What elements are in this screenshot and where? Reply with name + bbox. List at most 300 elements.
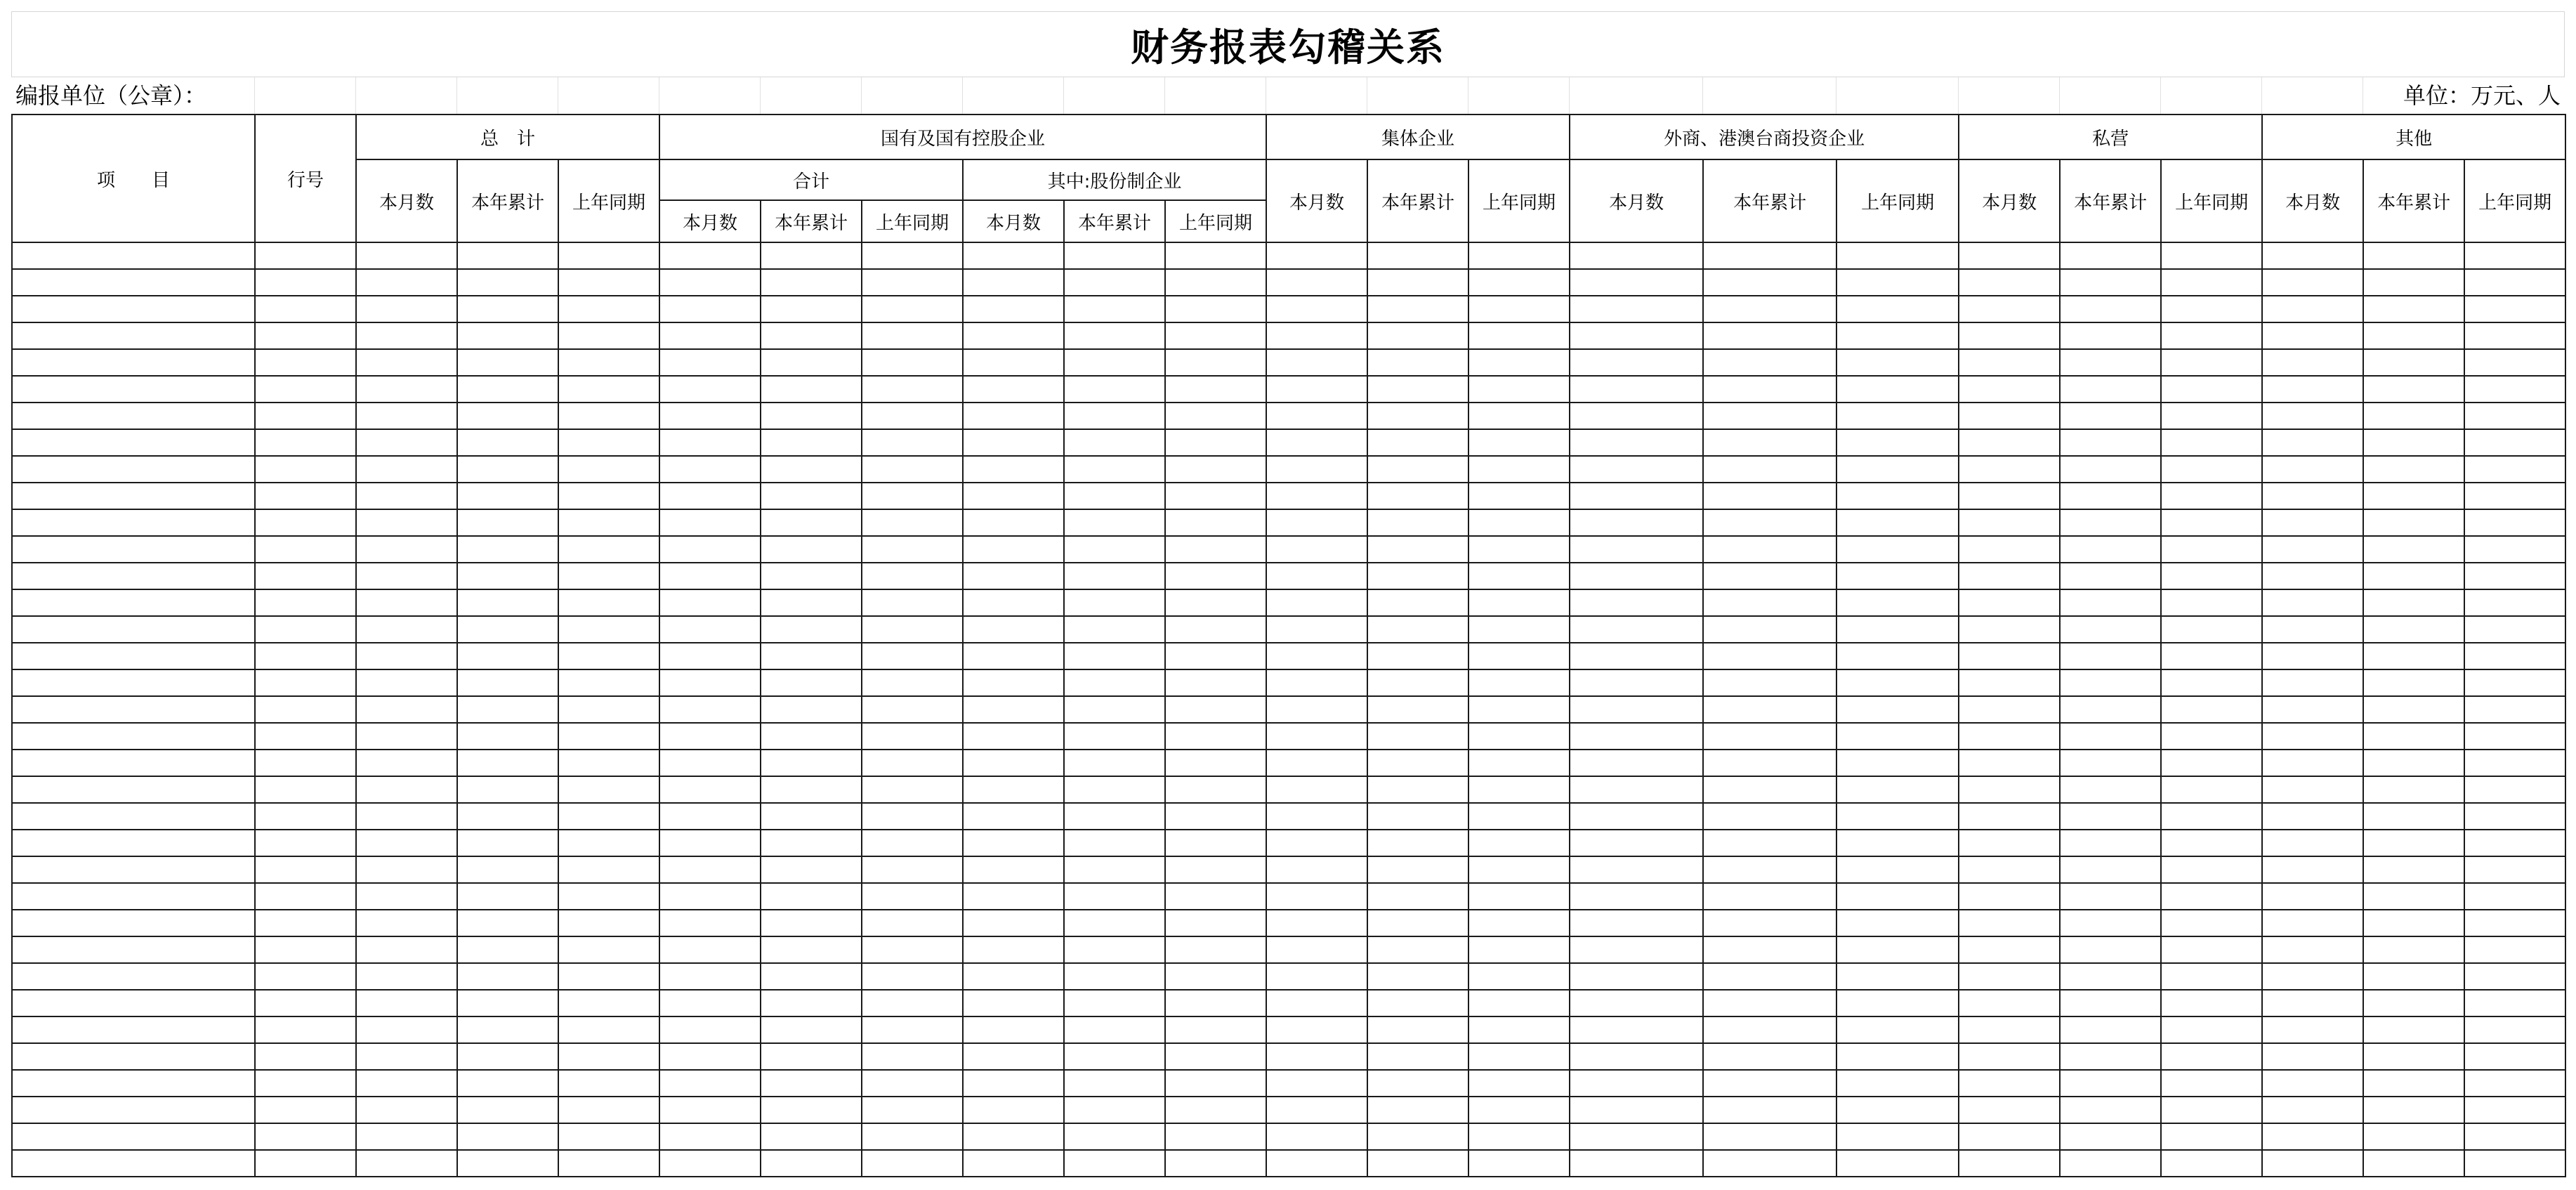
line-no-cell[interactable]: [255, 856, 356, 883]
value-cell[interactable]: [862, 830, 963, 856]
value-cell[interactable]: [1570, 296, 1703, 322]
item-cell[interactable]: [12, 643, 255, 669]
item-cell[interactable]: [12, 750, 255, 776]
value-cell[interactable]: [1570, 563, 1703, 589]
value-cell[interactable]: [2161, 509, 2262, 536]
value-cell[interactable]: [1367, 536, 1468, 563]
value-cell[interactable]: [1165, 1150, 1266, 1177]
value-cell[interactable]: [761, 296, 862, 322]
value-cell[interactable]: [1064, 1097, 1165, 1123]
value-cell[interactable]: [1367, 910, 1468, 936]
line-no-cell[interactable]: [255, 242, 356, 269]
value-cell[interactable]: [2262, 403, 2363, 429]
value-cell[interactable]: [862, 883, 963, 910]
value-cell[interactable]: [2464, 616, 2565, 643]
value-cell[interactable]: [761, 322, 862, 349]
value-cell[interactable]: [2262, 349, 2363, 376]
value-cell[interactable]: [356, 856, 457, 883]
value-cell[interactable]: [1367, 830, 1468, 856]
value-cell[interactable]: [761, 803, 862, 830]
value-cell[interactable]: [1367, 269, 1468, 296]
value-cell[interactable]: [1703, 1070, 1836, 1097]
value-cell[interactable]: [761, 376, 862, 403]
value-cell[interactable]: [356, 536, 457, 563]
line-no-cell[interactable]: [255, 269, 356, 296]
value-cell[interactable]: [862, 269, 963, 296]
value-cell[interactable]: [1959, 269, 2060, 296]
item-cell[interactable]: [12, 696, 255, 723]
value-cell[interactable]: [1266, 990, 1367, 1016]
value-cell[interactable]: [2161, 616, 2262, 643]
line-no-cell[interactable]: [255, 349, 356, 376]
value-cell[interactable]: [862, 483, 963, 509]
value-cell[interactable]: [659, 776, 761, 803]
value-cell[interactable]: [659, 589, 761, 616]
value-cell[interactable]: [1468, 269, 1570, 296]
value-cell[interactable]: [1959, 483, 2060, 509]
value-cell[interactable]: [2060, 483, 2161, 509]
value-cell[interactable]: [558, 1097, 659, 1123]
value-cell[interactable]: [659, 696, 761, 723]
value-cell[interactable]: [2363, 936, 2464, 963]
value-cell[interactable]: [862, 803, 963, 830]
value-cell[interactable]: [2060, 830, 2161, 856]
line-no-cell[interactable]: [255, 296, 356, 322]
value-cell[interactable]: [558, 349, 659, 376]
value-cell[interactable]: [457, 349, 558, 376]
value-cell[interactable]: [558, 563, 659, 589]
value-cell[interactable]: [457, 750, 558, 776]
value-cell[interactable]: [761, 429, 862, 456]
value-cell[interactable]: [1367, 1016, 1468, 1043]
value-cell[interactable]: [1165, 536, 1266, 563]
value-cell[interactable]: [963, 936, 1064, 963]
value-cell[interactable]: [356, 803, 457, 830]
value-cell[interactable]: [1959, 750, 2060, 776]
value-cell[interactable]: [2363, 1150, 2464, 1177]
value-cell[interactable]: [761, 509, 862, 536]
value-cell[interactable]: [1570, 883, 1703, 910]
value-cell[interactable]: [558, 776, 659, 803]
value-cell[interactable]: [2464, 376, 2565, 403]
value-cell[interactable]: [761, 696, 862, 723]
value-cell[interactable]: [2363, 322, 2464, 349]
value-cell[interactable]: [1703, 563, 1836, 589]
value-cell[interactable]: [457, 1070, 558, 1097]
value-cell[interactable]: [2464, 322, 2565, 349]
value-cell[interactable]: [1266, 1070, 1367, 1097]
value-cell[interactable]: [457, 696, 558, 723]
value-cell[interactable]: [2161, 403, 2262, 429]
value-cell[interactable]: [659, 936, 761, 963]
value-cell[interactable]: [2161, 589, 2262, 616]
value-cell[interactable]: [1570, 376, 1703, 403]
value-cell[interactable]: [761, 723, 862, 750]
value-cell[interactable]: [963, 429, 1064, 456]
value-cell[interactable]: [963, 963, 1064, 990]
value-cell[interactable]: [1064, 403, 1165, 429]
value-cell[interactable]: [1703, 856, 1836, 883]
item-cell[interactable]: [12, 616, 255, 643]
value-cell[interactable]: [1367, 322, 1468, 349]
value-cell[interactable]: [1959, 803, 2060, 830]
value-cell[interactable]: [1266, 456, 1367, 483]
value-cell[interactable]: [2161, 296, 2262, 322]
value-cell[interactable]: [1959, 1070, 2060, 1097]
value-cell[interactable]: [2363, 856, 2464, 883]
value-cell[interactable]: [1959, 242, 2060, 269]
line-no-cell[interactable]: [255, 1097, 356, 1123]
value-cell[interactable]: [1703, 483, 1836, 509]
value-cell[interactable]: [963, 349, 1064, 376]
value-cell[interactable]: [2262, 1150, 2363, 1177]
value-cell[interactable]: [1064, 669, 1165, 696]
value-cell[interactable]: [1064, 456, 1165, 483]
value-cell[interactable]: [356, 456, 457, 483]
value-cell[interactable]: [761, 1070, 862, 1097]
value-cell[interactable]: [1266, 536, 1367, 563]
item-cell[interactable]: [12, 242, 255, 269]
value-cell[interactable]: [761, 1123, 862, 1150]
value-cell[interactable]: [1570, 1043, 1703, 1070]
value-cell[interactable]: [1367, 856, 1468, 883]
value-cell[interactable]: [2262, 589, 2363, 616]
value-cell[interactable]: [356, 1097, 457, 1123]
line-no-cell[interactable]: [255, 643, 356, 669]
value-cell[interactable]: [2363, 509, 2464, 536]
value-cell[interactable]: [1570, 750, 1703, 776]
value-cell[interactable]: [862, 616, 963, 643]
item-cell[interactable]: [12, 483, 255, 509]
value-cell[interactable]: [356, 269, 457, 296]
value-cell[interactable]: [356, 1043, 457, 1070]
value-cell[interactable]: [558, 803, 659, 830]
value-cell[interactable]: [1836, 723, 1959, 750]
value-cell[interactable]: [2161, 696, 2262, 723]
value-cell[interactable]: [457, 1123, 558, 1150]
value-cell[interactable]: [1703, 429, 1836, 456]
value-cell[interactable]: [963, 723, 1064, 750]
value-cell[interactable]: [1836, 296, 1959, 322]
value-cell[interactable]: [2262, 990, 2363, 1016]
value-cell[interactable]: [1703, 936, 1836, 963]
value-cell[interactable]: [457, 883, 558, 910]
value-cell[interactable]: [2464, 723, 2565, 750]
value-cell[interactable]: [1570, 616, 1703, 643]
value-cell[interactable]: [1064, 936, 1165, 963]
value-cell[interactable]: [2363, 963, 2464, 990]
value-cell[interactable]: [761, 242, 862, 269]
value-cell[interactable]: [963, 456, 1064, 483]
value-cell[interactable]: [2262, 536, 2363, 563]
value-cell[interactable]: [659, 616, 761, 643]
value-cell[interactable]: [2161, 322, 2262, 349]
value-cell[interactable]: [2363, 563, 2464, 589]
value-cell[interactable]: [1165, 1070, 1266, 1097]
value-cell[interactable]: [2161, 803, 2262, 830]
value-cell[interactable]: [761, 669, 862, 696]
value-cell[interactable]: [1165, 830, 1266, 856]
value-cell[interactable]: [558, 990, 659, 1016]
value-cell[interactable]: [1266, 830, 1367, 856]
value-cell[interactable]: [2464, 509, 2565, 536]
line-no-cell[interactable]: [255, 990, 356, 1016]
value-cell[interactable]: [1959, 1016, 2060, 1043]
value-cell[interactable]: [2060, 910, 2161, 936]
value-cell[interactable]: [1266, 563, 1367, 589]
value-cell[interactable]: [1165, 403, 1266, 429]
value-cell[interactable]: [2060, 990, 2161, 1016]
line-no-cell[interactable]: [255, 1043, 356, 1070]
line-no-cell[interactable]: [255, 456, 356, 483]
value-cell[interactable]: [2060, 750, 2161, 776]
value-cell[interactable]: [2262, 910, 2363, 936]
line-no-cell[interactable]: [255, 1016, 356, 1043]
value-cell[interactable]: [1165, 910, 1266, 936]
value-cell[interactable]: [1959, 616, 2060, 643]
value-cell[interactable]: [1367, 643, 1468, 669]
value-cell[interactable]: [1266, 349, 1367, 376]
item-cell[interactable]: [12, 509, 255, 536]
value-cell[interactable]: [558, 723, 659, 750]
value-cell[interactable]: [1836, 563, 1959, 589]
value-cell[interactable]: [1836, 830, 1959, 856]
line-no-cell[interactable]: [255, 696, 356, 723]
value-cell[interactable]: [558, 1070, 659, 1097]
value-cell[interactable]: [963, 669, 1064, 696]
value-cell[interactable]: [2262, 963, 2363, 990]
value-cell[interactable]: [761, 536, 862, 563]
value-cell[interactable]: [659, 349, 761, 376]
value-cell[interactable]: [1959, 669, 2060, 696]
value-cell[interactable]: [761, 616, 862, 643]
value-cell[interactable]: [1165, 723, 1266, 750]
value-cell[interactable]: [457, 456, 558, 483]
value-cell[interactable]: [1959, 349, 2060, 376]
value-cell[interactable]: [963, 1043, 1064, 1070]
value-cell[interactable]: [1836, 429, 1959, 456]
value-cell[interactable]: [2161, 349, 2262, 376]
value-cell[interactable]: [2060, 376, 2161, 403]
value-cell[interactable]: [356, 563, 457, 589]
value-cell[interactable]: [1468, 536, 1570, 563]
value-cell[interactable]: [1165, 483, 1266, 509]
value-cell[interactable]: [963, 1070, 1064, 1097]
value-cell[interactable]: [1165, 883, 1266, 910]
value-cell[interactable]: [1064, 589, 1165, 616]
item-cell[interactable]: [12, 536, 255, 563]
value-cell[interactable]: [2060, 856, 2161, 883]
value-cell[interactable]: [1570, 483, 1703, 509]
value-cell[interactable]: [1836, 643, 1959, 669]
value-cell[interactable]: [963, 589, 1064, 616]
value-cell[interactable]: [761, 936, 862, 963]
value-cell[interactable]: [2363, 1123, 2464, 1150]
value-cell[interactable]: [1468, 723, 1570, 750]
value-cell[interactable]: [2161, 1016, 2262, 1043]
value-cell[interactable]: [1266, 1123, 1367, 1150]
value-cell[interactable]: [1266, 856, 1367, 883]
value-cell[interactable]: [1266, 589, 1367, 616]
value-cell[interactable]: [2464, 856, 2565, 883]
value-cell[interactable]: [2060, 269, 2161, 296]
value-cell[interactable]: [761, 269, 862, 296]
value-cell[interactable]: [1703, 242, 1836, 269]
value-cell[interactable]: [1165, 563, 1266, 589]
value-cell[interactable]: [1367, 616, 1468, 643]
value-cell[interactable]: [1570, 696, 1703, 723]
value-cell[interactable]: [356, 589, 457, 616]
value-cell[interactable]: [862, 536, 963, 563]
item-cell[interactable]: [12, 856, 255, 883]
value-cell[interactable]: [1468, 963, 1570, 990]
value-cell[interactable]: [963, 509, 1064, 536]
value-cell[interactable]: [1468, 1070, 1570, 1097]
value-cell[interactable]: [1703, 669, 1836, 696]
value-cell[interactable]: [1468, 242, 1570, 269]
value-cell[interactable]: [1367, 509, 1468, 536]
value-cell[interactable]: [1367, 963, 1468, 990]
value-cell[interactable]: [1959, 536, 2060, 563]
value-cell[interactable]: [1165, 589, 1266, 616]
value-cell[interactable]: [2363, 803, 2464, 830]
value-cell[interactable]: [1367, 296, 1468, 322]
value-cell[interactable]: [1836, 776, 1959, 803]
value-cell[interactable]: [862, 322, 963, 349]
value-cell[interactable]: [457, 536, 558, 563]
value-cell[interactable]: [659, 1150, 761, 1177]
value-cell[interactable]: [1064, 322, 1165, 349]
value-cell[interactable]: [659, 1016, 761, 1043]
value-cell[interactable]: [2161, 483, 2262, 509]
value-cell[interactable]: [2060, 242, 2161, 269]
value-cell[interactable]: [1570, 803, 1703, 830]
value-cell[interactable]: [1064, 750, 1165, 776]
value-cell[interactable]: [1468, 429, 1570, 456]
value-cell[interactable]: [761, 910, 862, 936]
item-cell[interactable]: [12, 776, 255, 803]
value-cell[interactable]: [1165, 429, 1266, 456]
value-cell[interactable]: [1367, 669, 1468, 696]
value-cell[interactable]: [558, 830, 659, 856]
value-cell[interactable]: [1570, 456, 1703, 483]
value-cell[interactable]: [1570, 830, 1703, 856]
value-cell[interactable]: [1703, 349, 1836, 376]
value-cell[interactable]: [1266, 936, 1367, 963]
item-cell[interactable]: [12, 883, 255, 910]
value-cell[interactable]: [2262, 669, 2363, 696]
value-cell[interactable]: [2262, 242, 2363, 269]
value-cell[interactable]: [558, 509, 659, 536]
value-cell[interactable]: [1468, 296, 1570, 322]
value-cell[interactable]: [1367, 990, 1468, 1016]
value-cell[interactable]: [356, 936, 457, 963]
value-cell[interactable]: [2060, 803, 2161, 830]
value-cell[interactable]: [963, 242, 1064, 269]
value-cell[interactable]: [862, 1150, 963, 1177]
value-cell[interactable]: [1703, 883, 1836, 910]
value-cell[interactable]: [2161, 830, 2262, 856]
value-cell[interactable]: [1165, 750, 1266, 776]
value-cell[interactable]: [1836, 696, 1959, 723]
value-cell[interactable]: [1836, 1016, 1959, 1043]
value-cell[interactable]: [1064, 296, 1165, 322]
value-cell[interactable]: [457, 910, 558, 936]
value-cell[interactable]: [862, 563, 963, 589]
item-cell[interactable]: [12, 376, 255, 403]
value-cell[interactable]: [1836, 1123, 1959, 1150]
value-cell[interactable]: [2161, 1150, 2262, 1177]
value-cell[interactable]: [558, 242, 659, 269]
value-cell[interactable]: [761, 883, 862, 910]
line-no-cell[interactable]: [255, 403, 356, 429]
value-cell[interactable]: [1836, 456, 1959, 483]
value-cell[interactable]: [1836, 509, 1959, 536]
value-cell[interactable]: [1266, 1043, 1367, 1070]
value-cell[interactable]: [1703, 830, 1836, 856]
value-cell[interactable]: [963, 322, 1064, 349]
value-cell[interactable]: [1836, 1070, 1959, 1097]
value-cell[interactable]: [1064, 1070, 1165, 1097]
value-cell[interactable]: [457, 856, 558, 883]
line-no-cell[interactable]: [255, 376, 356, 403]
value-cell[interactable]: [1468, 883, 1570, 910]
value-cell[interactable]: [1570, 723, 1703, 750]
line-no-cell[interactable]: [255, 936, 356, 963]
value-cell[interactable]: [2060, 322, 2161, 349]
value-cell[interactable]: [2060, 616, 2161, 643]
value-cell[interactable]: [457, 269, 558, 296]
value-cell[interactable]: [1064, 803, 1165, 830]
value-cell[interactable]: [2060, 723, 2161, 750]
value-cell[interactable]: [963, 1016, 1064, 1043]
value-cell[interactable]: [356, 403, 457, 429]
value-cell[interactable]: [1703, 376, 1836, 403]
value-cell[interactable]: [2161, 1123, 2262, 1150]
value-cell[interactable]: [1959, 1097, 2060, 1123]
value-cell[interactable]: [2161, 723, 2262, 750]
value-cell[interactable]: [862, 589, 963, 616]
value-cell[interactable]: [1266, 1150, 1367, 1177]
value-cell[interactable]: [963, 269, 1064, 296]
value-cell[interactable]: [761, 589, 862, 616]
value-cell[interactable]: [558, 669, 659, 696]
value-cell[interactable]: [457, 509, 558, 536]
value-cell[interactable]: [558, 936, 659, 963]
value-cell[interactable]: [1836, 403, 1959, 429]
value-cell[interactable]: [1064, 1043, 1165, 1070]
value-cell[interactable]: [2464, 990, 2565, 1016]
line-no-cell[interactable]: [255, 883, 356, 910]
value-cell[interactable]: [1959, 589, 2060, 616]
value-cell[interactable]: [558, 1043, 659, 1070]
value-cell[interactable]: [1064, 536, 1165, 563]
value-cell[interactable]: [1064, 483, 1165, 509]
item-cell[interactable]: [12, 1123, 255, 1150]
value-cell[interactable]: [1064, 910, 1165, 936]
value-cell[interactable]: [2262, 456, 2363, 483]
value-cell[interactable]: [659, 269, 761, 296]
value-cell[interactable]: [1367, 376, 1468, 403]
value-cell[interactable]: [1266, 963, 1367, 990]
value-cell[interactable]: [1570, 1016, 1703, 1043]
value-cell[interactable]: [1468, 990, 1570, 1016]
value-cell[interactable]: [862, 242, 963, 269]
value-cell[interactable]: [2464, 643, 2565, 669]
value-cell[interactable]: [1703, 963, 1836, 990]
value-cell[interactable]: [659, 883, 761, 910]
value-cell[interactable]: [1165, 376, 1266, 403]
